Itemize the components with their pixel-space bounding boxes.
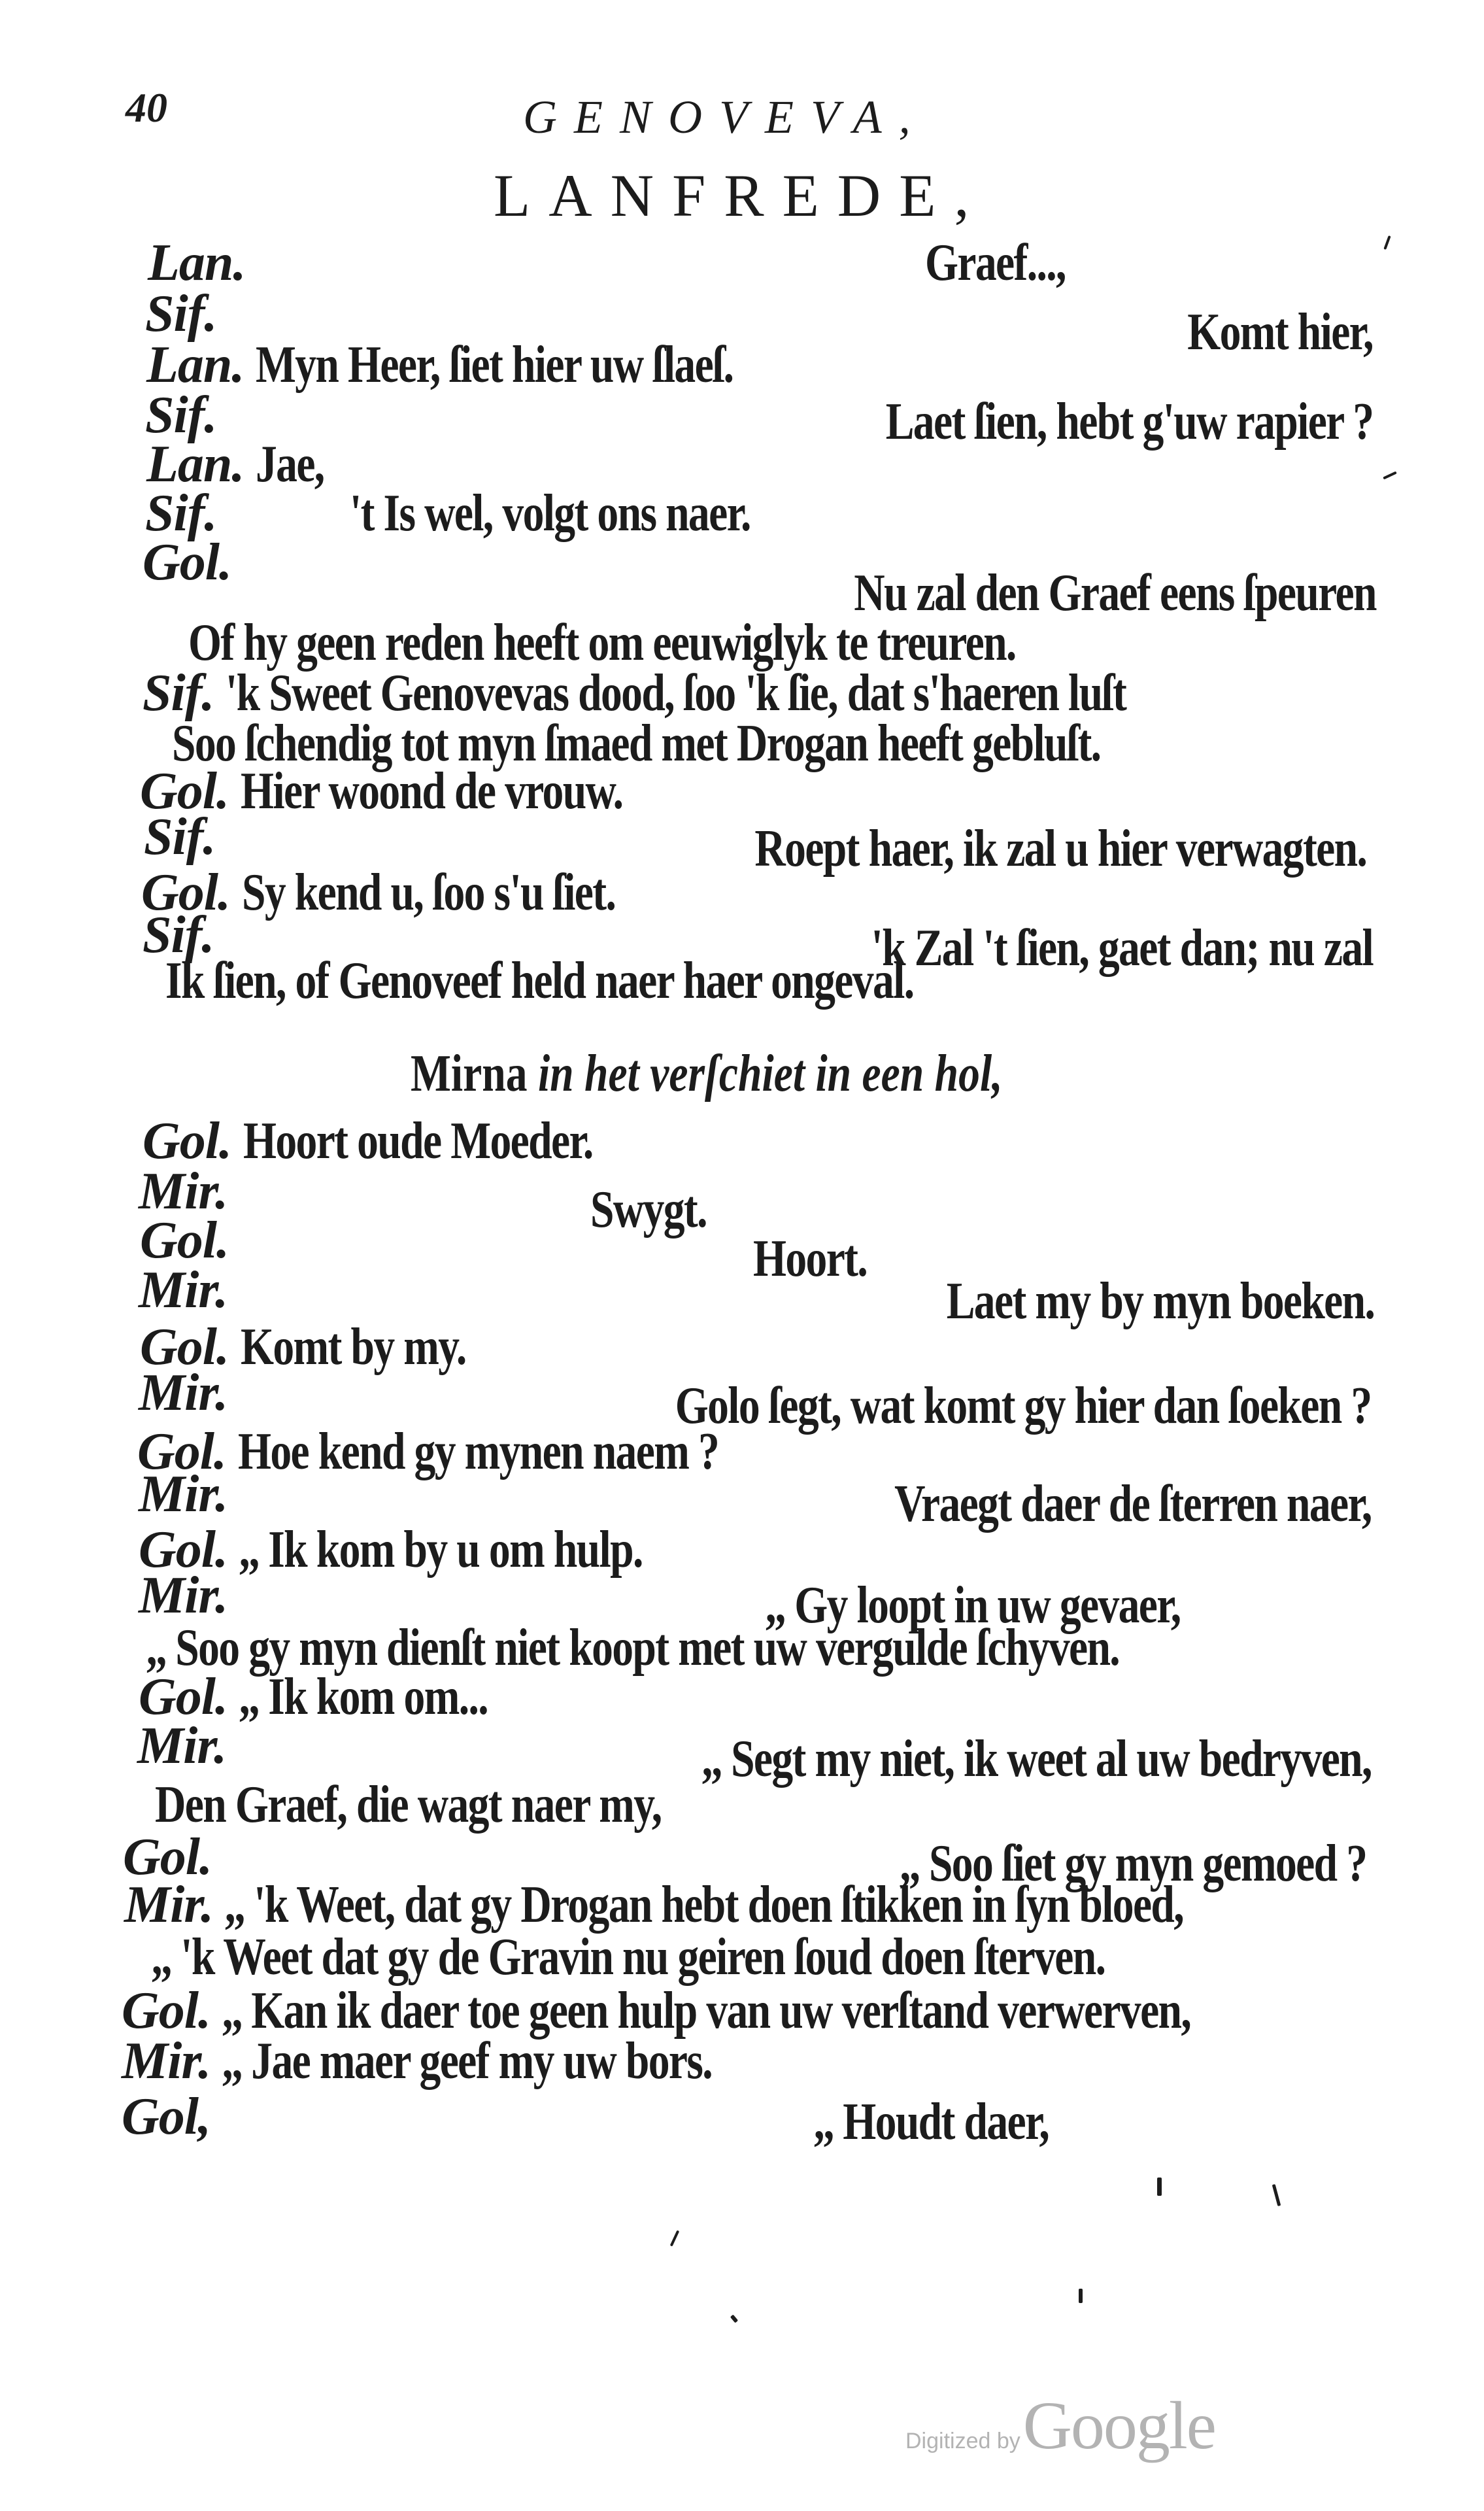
speaker-label: Mir. (137, 1717, 227, 1775)
speaker-label: Mir. (139, 1364, 228, 1422)
verse-line: 't Is wel, volgt ons naer. (350, 485, 750, 542)
verse-line: Nu zal den Graef eens ſpeuren (854, 564, 1376, 622)
speaker-label: Sif. (143, 906, 214, 964)
speaker-label: Mir. (139, 1163, 228, 1220)
verse-line: Mir. ,, 'k Weet, dat gy Drogan hebt doen ſtikken in ſyn bloed, (124, 1876, 1184, 1934)
running-head: GENOVEVA, (523, 91, 928, 143)
verse-line: ,, Houdt daer, (814, 2093, 1049, 2151)
verse-line: Of hy geen reden heeft om eeuwiglyk te treuren. (188, 614, 1016, 672)
verse-line: Ik ſien, of Genoveef held naer haer ongeval. (165, 952, 914, 1010)
verse-line: ,, Gy loopt in uw gevaer, (766, 1577, 1181, 1634)
verse-line: Mir. ,, Jae maer geef my uw bors. (122, 2032, 713, 2090)
speaker-label: Sif. (144, 808, 216, 866)
verse-line: Komt hier, (1187, 303, 1373, 361)
scan-speck (1383, 235, 1391, 250)
verse-line: Golo ſegt, wat komt gy hier dan ſoeken ? (675, 1377, 1372, 1435)
speaker-label: Gol. (143, 534, 231, 591)
speaker-label: Lan. (148, 234, 246, 292)
verse-line: Gol. Hoe kend gy mynen naem ? (137, 1423, 719, 1480)
scan-speck (1272, 2184, 1281, 2206)
verse-line: Sif. 'k Sweet Genovevas dood, ſoo 'k ſie, dat s'haeren luſt (143, 664, 1126, 722)
speaker-label: Gol, (122, 2088, 211, 2145)
google-logo: Google (1022, 2388, 1215, 2463)
verse-line: Gol. ,, Kan ik daer toe geen hulp van uw verſtand verwerven, (122, 1982, 1191, 2040)
verse-line: ,, Soo ſiet gy myn gemoed ? (900, 1835, 1366, 1892)
verse-line: Soo ſchendig tot myn ſmaed met Drogan heeft gebluſt. (172, 715, 1101, 772)
verse-line: Lan. Jae, (146, 436, 324, 493)
verse-line: Gol. Komt by my. (140, 1318, 466, 1376)
verse-line: Gol. Hoort oude Moeder. (143, 1112, 593, 1170)
verse-line: ,, Segt my niet, ik weet al uw bedryven, (701, 1730, 1372, 1788)
stage-direction: Mirna in het verſchiet in een hol, (411, 1045, 1003, 1102)
speaker-label: Sif. (145, 386, 217, 444)
verse-line: Laet ſien, hebt g'uw rapier ? (885, 393, 1373, 451)
speaker-label: Gol. (140, 1212, 229, 1269)
verse-line: Gol. ,, Ik kom om... (139, 1668, 488, 1726)
verse-line: Graef..., (925, 234, 1066, 292)
verse-line: Gol. Sy kend u, ſoo s'u ſiet. (141, 864, 616, 921)
verse-line: Laet my by myn boeken. (946, 1273, 1374, 1330)
verse-line: Den Graef, die wagt naer my, (155, 1776, 662, 1834)
verse-line: 'k Zal 't ſien, gaet dan; nu zal (871, 919, 1373, 977)
scan-speck (730, 2314, 738, 2323)
verse-line: Gol. Hier woond de vrouw. (140, 762, 623, 820)
verse-line: Swygt. (590, 1181, 707, 1238)
scan-speck (1157, 2178, 1162, 2196)
verse-line: Hoort. (753, 1230, 868, 1288)
speaker-label: Mir. (139, 1465, 228, 1523)
scene-title: LANFREDE, (494, 162, 988, 229)
verse-line: Lan. Myn Heer, ſiet hier uw ſlaeſ. (146, 336, 734, 394)
verse-line: Vraegt daer de ſterren naer, (894, 1475, 1372, 1533)
page-number: 40 (126, 84, 167, 131)
speaker-label: Mir. (139, 1261, 228, 1319)
verse-line: Roept haer, ik zal u hier verwagten. (754, 820, 1366, 878)
scan-speck (1079, 2289, 1083, 2303)
speaker-label: Sif. (145, 285, 217, 343)
speaker-label: Mir. (139, 1567, 228, 1624)
scan-speck (1383, 471, 1397, 480)
verse-line: ,, 'k Weet dat gy de Gravin nu geiren ſoud doen ſterven. (152, 1928, 1105, 1986)
speaker-label: Gol. (123, 1828, 212, 1886)
speaker-label: Sif. (145, 485, 217, 542)
verse-line: ,, Soo gy myn dienſt niet koopt met uw vergulde ſchyven. (146, 1619, 1120, 1677)
digitized-by-google-watermark: Digitized by Google (905, 2388, 1215, 2463)
verse-line: Gol. ,, Ik kom by u om hulp. (139, 1521, 643, 1579)
scan-speck (670, 2230, 680, 2246)
